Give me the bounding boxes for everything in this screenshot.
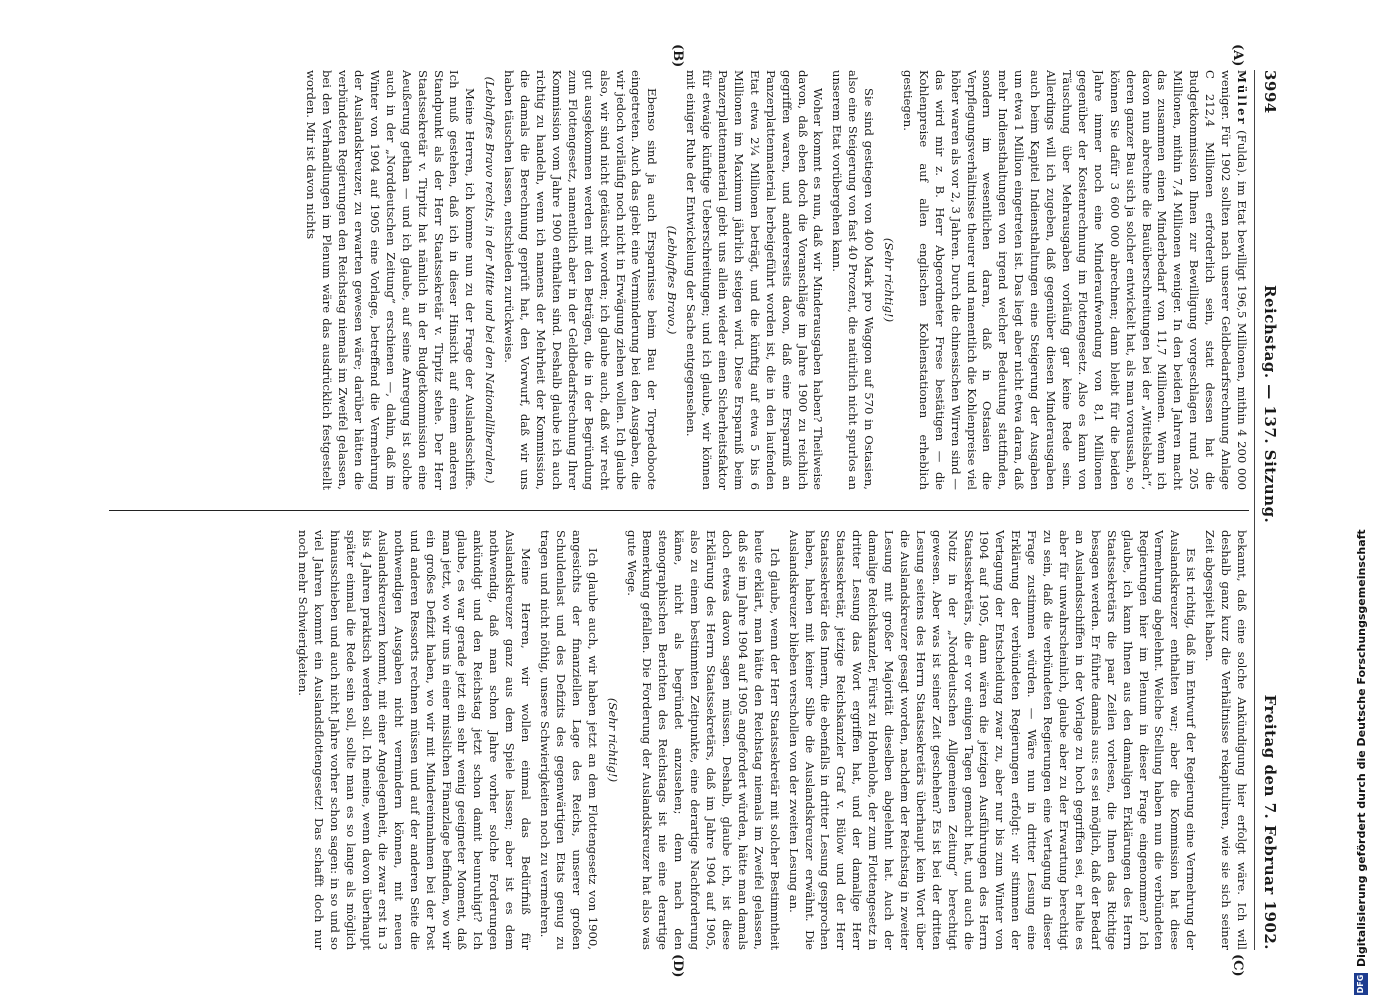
paragraph xyxy=(295,530,534,950)
paragraph-text: Meine Herren, ich komme nun zu der Frage der Auslandsschiffe. Ich muß gestehen, daß ich in dieser Hinsicht auf einem anderen Standpunkt als der Herr Staatssekretär v. Tirpitz stehe. Der Herr Staatssekretär v. Tirpitz hat nämlich in der Budgetkommission eine Aeußerung gethan — und ich glaube, auf seine Anregung ist solche auch in der „Norddeutschen Zeitung“ erschienen —, dahin, daß im Winter von 1904 auf 1905 eine Vorlage, betreffend die Vermehrung der Auslandskreuzer, zu erwarten gewesen wäre; darüber hätten die verbündeten Regierungen den Reichstag niemals im Zweifel gelassen, bei den Verhandlungen im Plenum wäre das ausdrücklich festgestellt worden. Mir ist davon nichts xyxy=(304,70,478,490)
paragraph-text: Es ist richtig, daß im Entwurf der Regierung eine Vermehrung der Auslandskreuzer enthalten war; aber die Kommission hat diese Vermehrung abgelehnt. Welche Stellung haben nun die verbündeten Regierungen hier im Plenum in dieser Frage eingenommen? Ich glaube, ich kann Ihnen aus den damaligen Erklärungen des Herrn Staatssekretärs die paar Zeilen vorlesen, die Ihnen das Richtige besagen werden. Er führte damals aus: es sei möglich, daß der Bedarf an Auslandsschiffen in der Vorlage zu hoch gegriffen sei, er halte es aber für unwahrscheinlich, glaube aber zu der Erwartung berechtigt zu sein, daß die verbündeten Regierungen eine Vertagung in dieser Frage zustimmen würden. — Wäre nun in dritter Lesung eine Erklärung der verbündeten Regierungen erfolgt: wir stimmen der Vertagung der Entscheidung zwar zu, aber nur bis zum Winter von 1904 auf 1905, dann wären die jetzigen Ausführungen des Herrn Staatssekretärs, die er vor einigen Tagen gemacht hat, und auch die Notiz in der „Norddeutschen Allgemeinen Zeitung“ berechtigt gewesen. Aber was ist seiner Zeit geschehen? Es ist bei der dritten Lesung seitens des Herrn Staatssekretärs überhaupt kein Wort über die Auslandskreuzer gesagt worden, nachdem der Reichstag in zweiter Lesung mit großer Majorität dieselben abgelehnt hat. Auch der damalige Reichskanzler, Fürst zu Hohenlohe, der zum Flottengesetz in dritter Lesung das Wort ergriffen hat, und der damalige Herr Staatssekretär, jetzige Reichskanzler Graf v. Bülow und der Herr Staatssekretär des Innern, die ebenfalls in dritter Lesung gesprochen haben, haben mit keiner Silbe die Auslandskreuzer erwähnt. Die Auslandskreuzer blieben verschollen von der zweiten Lesung an. xyxy=(786,530,1199,950)
speaker-party: (Fulda). xyxy=(1235,130,1249,177)
paragraph xyxy=(302,70,477,490)
interjection: (Sehr richtig!) xyxy=(882,237,897,323)
paragraph xyxy=(623,530,782,950)
paragraph-text: Sie sind gestiegen von 400 Mark pro Waggon auf 570 in Ostasien, also eine Steigerung von fast 40 Prozent, die natürlich nicht spurlos an unserem Etat vorübergehen kann. xyxy=(830,70,877,490)
paragraph-text: Ebenso sind ja auch Ersparnisse beim Bau der Torpedoboote eingetreten. Auch das giebt eine Verminderung bei den Ausgaben, die wir jedoch vorläufig noch nicht in Erwägung ziehen wollen. Ich glaube also, wir sind nicht getäuscht worden; ich glaube auch, daß wir recht gut ausgekommen werden mit den Beträgen, die in der Begründung zum Flottengesetz, namentlich aber in der Geldbedarfsrechnung Ihrer Kommission vom Jahre 1900 enthalten sind. Deshalb glaube ich auch richtig zu handeln, wenn ich namens der Mehrheit der Kommission, die damals die Berechnung geprüft hat, den Vorwurf, daß wir uns haben täuschen lassen, entschieden zurückweise. xyxy=(502,70,660,490)
left-text-column xyxy=(99,70,1249,490)
right-text-column xyxy=(99,530,1249,950)
paragraph xyxy=(785,530,1199,950)
paragraph-text: Ich glaube auch, wir haben jetzt an dem Flottengesetz von 1900, angesichts der finanziellen Lage des Reichs, unserer großen Schuldenlast und des Defizits des gegenwärtigen Etats genug zu tragen und nicht nöthig, unsere Schwierigkeiten noch zu vermehren. xyxy=(538,530,600,950)
paragraph xyxy=(828,70,876,490)
speaker-name: Müller xyxy=(1235,70,1249,126)
paragraph-text: Ich glaube, wenn der Herr Staatssekretär mit solcher Bestimmtheit heute erklärt, man hätte den Reichstag niemals im Zweifel gelassen, daß sie im Jahre 1904 auf 1905 angefordert würden, hätte man damals doch etwas davon sagen müssen. Deshalb, glaube ich, ist diese Erklärung des Herrn Staatssekretärs, daß im Jahre 1904 auf 1905, also zu einem bestimmten Zeitpunkte, eine derartige Nachforderung käme, nicht als begründet anzusehen; denn nach den stenographischen Berichten des Reichstags ist nie eine derartige Bemerkung gefallen. Die Forderung der Auslandskreuzer hat also was gute Wege. xyxy=(624,530,782,950)
printed-page xyxy=(95,44,1285,978)
paragraph xyxy=(1201,530,1249,950)
margin-marker-d: (D) xyxy=(670,954,685,978)
margin-marker-a: (A) xyxy=(1230,44,1245,67)
digitization-footer xyxy=(1352,15,1370,995)
paragraph-text: bekannt, daß eine solche Ankündigung hier erfolgt wäre. Ich will deshalb ganz kurz die Verhältnisse rekapituliren, wie sie sich seiner Zeit abgespielt haben. xyxy=(1203,530,1249,950)
interjection: (Sehr richtig!) xyxy=(605,697,620,783)
paragraph-text: Meine Herren, wir wollen einmal das Bedürfniß für Auslandskreuzer ganz aus dem Spiele lassen; aber ist es dem nothwendig, daß man schon Jahre vorher solche Forderungen ankündigt und den Reichstag jetzt schon damit beunruhigt? Ich glaube, es war gerade jetzt ein sehr wenig geeigneter Moment, daß man jetzt, wo wir uns in einer misslichen Finanzlage befinden, wo wir ein großes Defizit haben, wo wir mit Mindereinnahmen bei der Post und anderen Ressorts rechnen müssen und auf der anderen Seite die nothwendigen Ausgaben nicht vermindern können, mit neuen Auslandskreuzern kommt, mit einer Angelegenheit, die zwar erst in 3 bis 4 Jahren praktisch werden soll. Ich meine, wenn davon überhaupt später einmal die Rede sein soll, sollte man es so lange als möglich hinausschieben und auch nicht Jahre vorher schon sagen: in so und so viel Jahren kommt ein Auslandsflottengesetz! Das schafft doch nur noch mehr Schwierigkeiten. xyxy=(296,530,534,950)
margin-marker-c: (C) xyxy=(1230,954,1245,977)
margin-marker-b: (B) xyxy=(670,44,685,68)
paragraph-text: im Etat bewilligt 196,5 Millionen, mithin 4 200 000 weniger. Für 1902 sollten nach unserer Geldbedarfsrechnung Anlage C 212,4 Millionen erforderlich sein, statt dessen hat die Budgetkommission Ihnen zur Bewilligung vorgeschlagen rund 205 Millionen, mithin 7,4 Millionen weniger. In den beiden Jahren macht das zusammen einen Minderbedarf von 11,7 Millionen. Wenn ich davon nun abrechne die Bauüberschreitungen bei der „Wittelsbach“, deren ganzer Bau sich ja solcher entwickelt hat, als man voraussah, so können Sie dafür 3 600 000 abrechnen; dann bleibt für die beiden Jahre immer noch eine Minderaufwendung von 8,1 Millionen gegenüber der Kostenrechnung im Flottengesetz. Also es kann von Täuschung über Mehrausgaben vorläufig gar keine Rede sein. Allerdings will ich zugeben, daß gegenüber diesen Minderausgaben auch beim Kapitel Indiensthaltungen eine Steigerung der Ausgaben um etwa 1 Million eingetreten ist. Das liegt aber nicht etwa daran, daß mehr Indiensthaltungen von irgend welcher Bedeutung stattfinden, sondern im wesentlichen daran, daß in Ostasien die Verpflegungsverhältnisse theurer und namentlich die Kohlenpreise viel höher waren als vor 2, 3 Jahren. Durch die chinesischen Wirren sind — das wird mir z. B. Herr Abgeordneter Frese bestätigen — die Kohlenpreise auf allen englischen Kohlenstationen erheblich gestiegen. xyxy=(900,70,1249,490)
footer-text: Digitalisierung gefördert durch die Deutsche Forschungsgemeinschaft xyxy=(1354,529,1368,967)
paragraph-text: Woher kommt es nun, daß wir Minderausgaben haben? Theilweise davon, daß eben doch die Voranschläge im Jahre 1900 zu reichlich gegriffen waren, und andererseits davon, daß eine Ersparniß an Panzerplattenmaterial herbeigeführt worden ist, die in den laufenden Etat etwa 2¼ Millionen beträgt, und die künftig auf etwa 5 bis 6 Millionen im Maximum jährlich steigen wird. Diese Ersparniß beim Panzerplattenmaterial giebt uns allein wieder einen Sicherheitsfaktor für etwaige künftige Ueberschreitungen; und ich glaube, wir können mit einiger Ruhe der Entwickelung der Sache entgegensehen. xyxy=(684,70,826,490)
paragraph xyxy=(536,530,600,950)
paragraph xyxy=(500,70,659,490)
page-title: Reichstag. — 137. Sitzung. xyxy=(1261,285,1279,524)
paragraph xyxy=(899,70,1249,490)
dfg-logo: DFG xyxy=(1354,973,1368,995)
rotated-page-content xyxy=(95,44,1285,978)
interjection: (Lebhaftes Bravo rechts, in der Mitte und bei den Nationalliberalen.) xyxy=(483,76,498,484)
page-number: 3994 xyxy=(1261,70,1279,114)
column-divider xyxy=(109,510,1249,511)
interjection: (Lebhaftes Bravo.) xyxy=(665,225,680,335)
session-date: Freitag den 7. Februar 1902. xyxy=(1261,694,1279,950)
page-header xyxy=(1254,70,1285,950)
paragraph xyxy=(682,70,825,490)
